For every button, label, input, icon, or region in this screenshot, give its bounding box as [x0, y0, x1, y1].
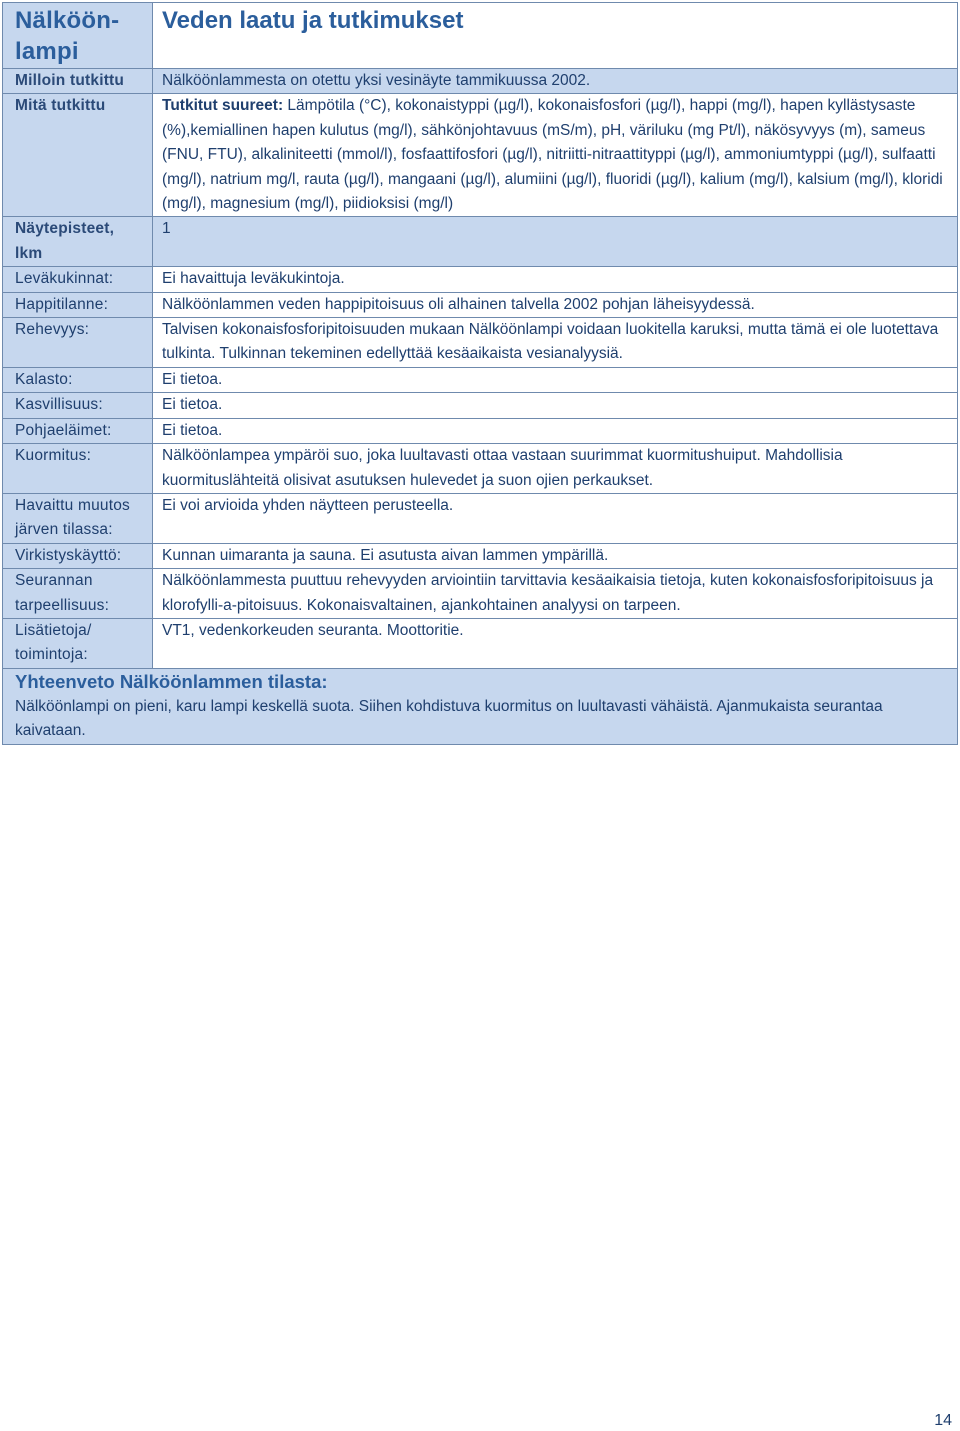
row-naytepisteet	[3, 217, 958, 267]
label-naytepisteet: Näytepisteet, lkm	[3, 217, 153, 267]
label-mita: Mitä tutkittu	[3, 94, 153, 217]
summary-text: Nälköönlampi on pieni, karu lampi keskellä suota. Siihen kohdistuva kuormitus on luultavasti vähäistä. Ajanmukaista seurantaa kaivataan.	[15, 697, 883, 740]
lake-info-table	[2, 2, 958, 745]
summary-title: Yhteenveto Nälköönlammen tilasta:	[15, 670, 328, 692]
row-happitilanne	[3, 292, 958, 317]
lake-name: Nälköön-lampi	[3, 3, 153, 69]
value-milloin: Nälköönlammesta on otettu yksi vesinäyte tammikuussa 2002.	[153, 69, 958, 94]
header-row	[3, 3, 958, 69]
value-happitilanne: Nälköönlammen veden happipitoisuus oli alhainen talvella 2002 pohjan läheisyydessä.	[153, 292, 958, 317]
row-levakukinnat	[3, 267, 958, 292]
row-lisatietoja	[3, 618, 958, 668]
row-kasvillisuus	[3, 393, 958, 418]
value-havaittu: Ei voi arvioida yhden näytteen perusteella.	[153, 493, 958, 543]
label-kalasto: Kalasto:	[3, 367, 153, 392]
value-kalasto: Ei tietoa.	[153, 367, 958, 392]
label-pohjaelaimet: Pohjaeläimet:	[3, 418, 153, 443]
section-title: Veden laatu ja tutkimukset	[153, 3, 958, 69]
label-havaittu: Havaittu muutos järven tilassa:	[3, 493, 153, 543]
value-pohjaelaimet: Ei tietoa.	[153, 418, 958, 443]
summary-row	[3, 668, 958, 744]
label-milloin: Milloin tutkittu	[3, 69, 153, 94]
value-kasvillisuus: Ei tietoa.	[153, 393, 958, 418]
row-mita	[3, 94, 958, 217]
label-virkistys: Virkistyskäyttö:	[3, 543, 153, 568]
page-number: 14	[934, 1412, 952, 1429]
value-seurannan: Nälköönlammesta puuttuu rehevyyden arviointiin tarvittavia kesäaikaisia tietoja, kuten kokonaisfosforipitoisuus ja klorofylli-a-pitoisuus. Kokonaisvaltainen, ajankohtainen analyysi on tarpeen.	[153, 569, 958, 619]
label-happitilanne: Happitilanne:	[3, 292, 153, 317]
summary-cell	[3, 668, 958, 744]
value-naytepisteet: 1	[153, 217, 958, 267]
row-milloin	[3, 69, 958, 94]
label-kasvillisuus: Kasvillisuus:	[3, 393, 153, 418]
value-levakukinnat: Ei havaittuja leväkukintoja.	[153, 267, 958, 292]
label-lisatietoja: Lisätietoja/ toimintoja:	[3, 618, 153, 668]
label-seurannan: Seurannan tarpeellisuus:	[3, 569, 153, 619]
label-levakukinnat: Leväkukinnat:	[3, 267, 153, 292]
value-mita	[153, 94, 958, 217]
row-seurannan	[3, 569, 958, 619]
value-kuormitus: Nälköönlampea ympäröi suo, joka luultavasti ottaa vastaan suurimmat kuormitushuiput. Mahdollisia kuormituslähteitä olisivat asutuksen hulevedet ja suon ojien perkaukset.	[153, 444, 958, 494]
row-kalasto	[3, 367, 958, 392]
label-rehevyys: Rehevyys:	[3, 318, 153, 368]
row-virkistys	[3, 543, 958, 568]
label-kuormitus: Kuormitus:	[3, 444, 153, 494]
value-mita-text: Lämpötila (°C), kokonaistyppi (µg/l), kokonaisfosfori (µg/l), happi (mg/l), hapen kyllästysaste (%),kemiallinen hapen kulutus (mg/l), sähkönjohtavuus (mS/m), pH, väriluku (mg Pt/l), näkösyvyys (m), sameus (FNU, FTU), alkaliniteetti (mmol/l), fosfaattifosfori (µg/l), nitriitti-nitraattityppi (µg/l), ammoniumtyppi (µg/l), sulfaatti (mg/l), natrium mg/l, rauta (µg/l), mangaani (µg/l), alumiini (µg/l), fluoridi (µg/l), kalium (mg/l), kalsium (mg/l), kloridi (mg/l), magnesium (mg/l), piidioksisi (mg/l)	[162, 97, 943, 213]
value-rehevyys: Talvisen kokonaisfosforipitoisuuden mukaan Nälköönlampi voidaan luokitella karuksi, mutta tämä ei ole luotettava tulkinta. Tulkinnan tekeminen edellyttää kesäaikaista vesianalyysiä.	[153, 318, 958, 368]
row-pohjaelaimet	[3, 418, 958, 443]
row-rehevyys	[3, 318, 958, 368]
value-virkistys: Kunnan uimaranta ja sauna. Ei asutusta aivan lammen ympärillä.	[153, 543, 958, 568]
row-havaittu	[3, 493, 958, 543]
value-mita-heading: Tutkitut suureet:	[162, 97, 284, 115]
value-lisatietoja: VT1, vedenkorkeuden seuranta. Moottoritie.	[153, 618, 958, 668]
row-kuormitus	[3, 444, 958, 494]
